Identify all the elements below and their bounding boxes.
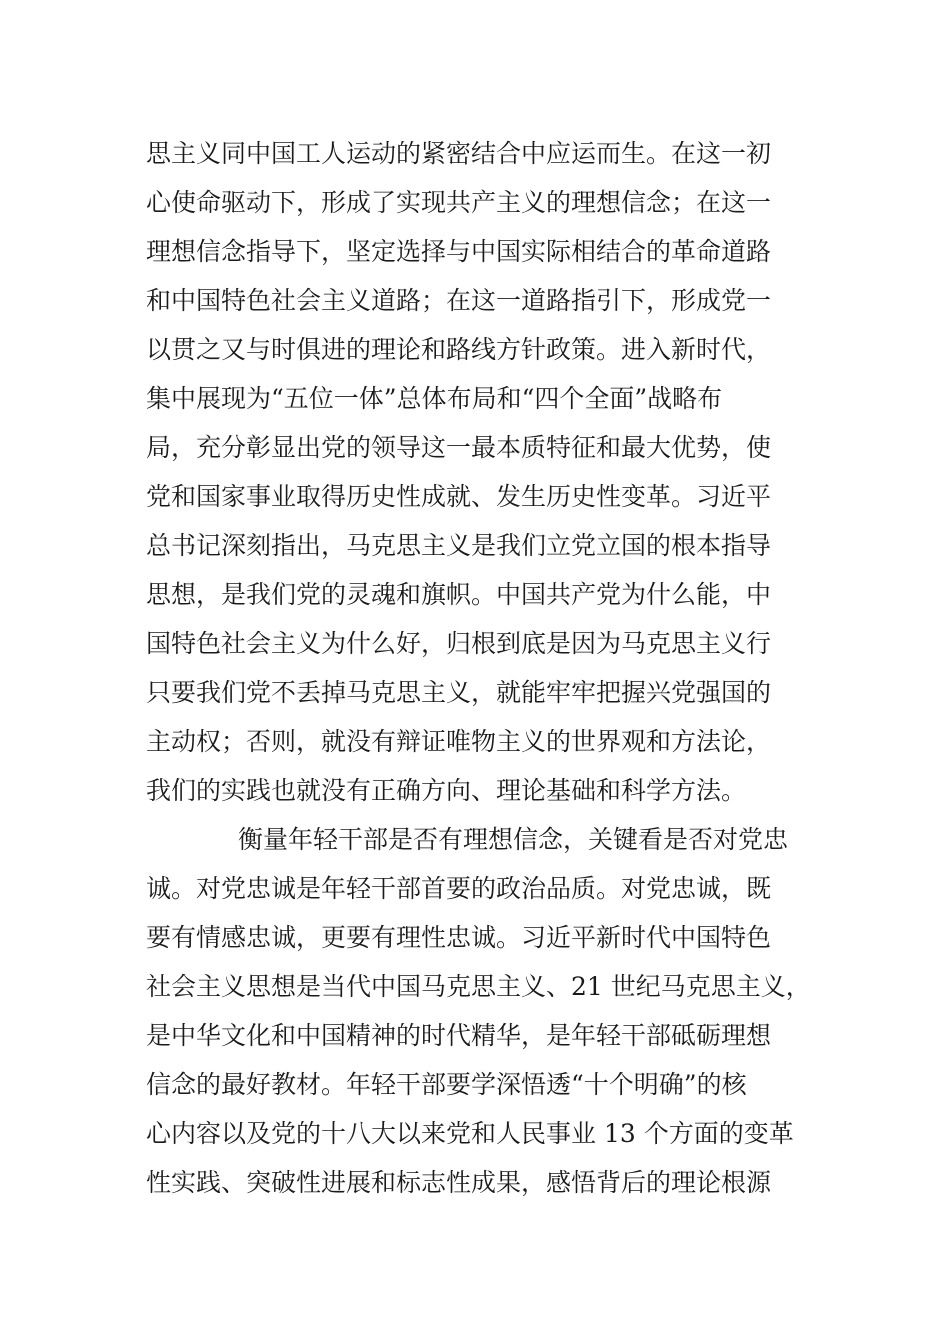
- paragraph-line: 心内容以及党的十八大以来党和人民事业 13 个方面的变革: [146, 1119, 794, 1148]
- body-text: [146, 129, 846, 1207]
- paragraph-line: 要有情感忠诚，更要有理性忠诚。习近平新时代中国特色: [146, 923, 772, 952]
- paragraph-line: 国特色社会主义为什么好，归根到底是因为马克思主义行: [146, 629, 772, 658]
- paragraph-line: 我们的实践也就没有正确方向、理论基础和科学方法。: [146, 776, 747, 805]
- paragraph-line: 思想，是我们党的灵魂和旗帜。中国共产党为什么能，中: [146, 580, 772, 609]
- paragraph-line: 社会主义思想是当代中国马克思主义、21 世纪马克思主义，: [146, 972, 811, 1001]
- paragraph-line: 党和国家事业取得历史性成就、发生历史性变革。习近平: [146, 482, 772, 511]
- paragraph-line: 主动权；否则，就没有辩证唯物主义的世界观和方法论，: [146, 727, 772, 756]
- paragraph-line: 诚。对党忠诚是年轻干部首要的政治品质。对党忠诚，既: [146, 874, 772, 903]
- paragraph-line: 是中华文化和中国精神的时代精华，是年轻干部砥砺理想: [146, 1021, 772, 1050]
- paragraph-1: [146, 129, 846, 815]
- paragraph-line-indented: 衡量年轻干部是否有理想信念，关键看是否对党忠: [238, 825, 789, 854]
- paragraph-2: [146, 815, 846, 1207]
- paragraph-line: 理想信念指导下，坚定选择与中国实际相结合的革命道路: [146, 237, 772, 266]
- paragraph-line: 性实践、突破性进展和标志性成果，感悟背后的理论根源: [146, 1168, 772, 1197]
- paragraph-line: 和中国特色社会主义道路；在这一道路指引下，形成党一: [146, 286, 772, 315]
- paragraph-line: 总书记深刻指出，马克思主义是我们立党立国的根本指导: [146, 531, 772, 560]
- paragraph-line: 局，充分彰显出党的领导这一最本质特征和最大优势，使: [146, 433, 772, 462]
- paragraph-line: 信念的最好教材。年轻干部要学深悟透“十个明确”的核: [146, 1070, 747, 1099]
- paragraph-line: 以贯之又与时俱进的理论和路线方针政策。进入新时代，: [146, 335, 772, 364]
- paragraph-line: 只要我们党不丢掉马克思主义，就能牢牢把握兴党强国的: [146, 678, 772, 707]
- paragraph-line: 心使命驱动下，形成了实现共产主义的理想信念；在这一: [146, 188, 772, 217]
- paragraph-line: 集中展现为“五位一体”总体布局和“四个全面”战略布: [146, 384, 723, 413]
- paragraph-line: 思主义同中国工人运动的紧密结合中应运而生。在这一初: [146, 139, 772, 168]
